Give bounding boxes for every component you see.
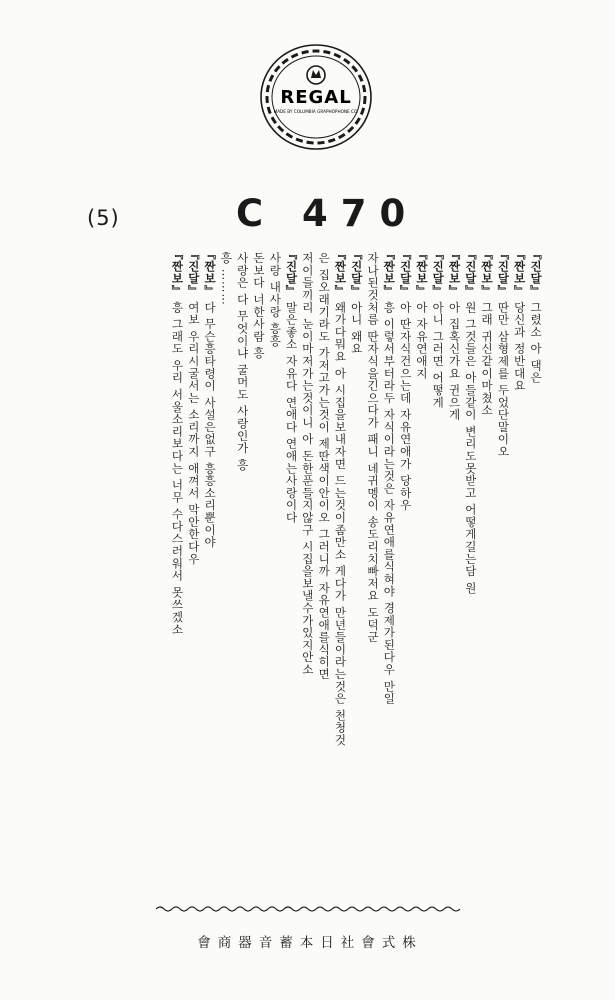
- speaker-label: 『짠보』: [382, 248, 397, 298]
- line-text: 아니 왜요: [349, 301, 364, 355]
- dialogue-line: [365, 248, 381, 840]
- speaker-label: 『짠보』: [512, 248, 527, 298]
- line-text: 다 무슨흥타령이 사설은없구 흥흥소리뿐이야: [203, 301, 218, 549]
- line-text: 저이들끼리 눈이마저가는것이니 아 돈한푼들지않구 시집을보낼수가있지안소: [300, 252, 315, 676]
- line-text: 말은좋소 자유다 연애다 연애는사랑이다: [284, 301, 299, 524]
- brand-fine-print: MADE BY COLUMBIA GRAPHOPHONE CO.: [273, 109, 359, 114]
- dialogue-line: [495, 248, 511, 840]
- regal-crown-icon: [307, 66, 325, 84]
- dialogue-line: [397, 248, 413, 840]
- dialogue-line: [348, 248, 364, 840]
- dialogue-line: [430, 248, 446, 840]
- line-text: 원 그것들은 아들같이 변리도못받고 어떻게길는담 원: [463, 301, 478, 595]
- line-text: 왜가다뭐요 아 시집을보내자면 드는것이좀만소 게다가 만년들이라는것은 천청것: [333, 301, 348, 747]
- speaker-label: 『진달』: [284, 248, 299, 298]
- dialogue-line: [300, 248, 316, 840]
- dialogue-line: [316, 248, 332, 840]
- dialogue-line: [218, 248, 234, 840]
- speaker-label: 『진달』: [529, 248, 543, 298]
- dialogue-text: [86, 248, 544, 840]
- line-text: 자나된것처름 딴자식을긴으다가 패니 네귀멩이 송도리치빠저요 도덕군: [366, 252, 381, 644]
- speaker-label: 『짠보』: [333, 248, 348, 298]
- line-text: 여보 우리시굴서는 소리까지 애껴서 막안한다우: [186, 301, 201, 566]
- line-text: 아 딴자식건으는데 자유연애가 당하우: [398, 301, 413, 512]
- company-name: 會商器音蓄本日社會式株: [197, 935, 423, 951]
- line-text: 아 집혹신가요 귄으게: [447, 301, 462, 421]
- speaker-label: 『짠보』: [480, 248, 495, 298]
- dialogue-line: [528, 248, 544, 840]
- line-text: 그렸소 아 댁은: [529, 301, 543, 384]
- line-text: 당신과 정반대요: [512, 301, 527, 392]
- dialogue-line: [185, 248, 201, 840]
- dialogue-line: [169, 248, 185, 840]
- speaker-label: 『진달』: [496, 248, 511, 298]
- speaker-label: 『짠보』: [203, 248, 218, 298]
- brand-name: REGAL: [280, 87, 352, 108]
- speaker-label: 『진달』: [463, 248, 478, 298]
- record-number: C 470: [236, 192, 419, 235]
- line-text: 은 집오래기라도 가저고가는것이 제딴색이안이오 그러니까 자유연애를식히면: [317, 252, 332, 681]
- speaker-label: 『짠보』: [414, 248, 429, 298]
- dialogue-line: [267, 248, 283, 840]
- speaker-label: 『진달』: [398, 248, 413, 298]
- speaker-label: 『진달』: [349, 248, 364, 298]
- line-text: 딴만 삼형제를 두었단말이오: [496, 301, 511, 458]
- dialogue-line: [414, 248, 430, 840]
- page-number: (5): [87, 206, 120, 230]
- line-text: 아 자유연애지: [414, 301, 429, 380]
- dialogue-line: [283, 248, 299, 840]
- dialogue-line: [234, 248, 250, 840]
- speaker-label: 『진달』: [431, 248, 446, 298]
- line-text: 아니 그러면 어떻게: [431, 301, 446, 409]
- dialogue-line: [202, 248, 218, 840]
- dialogue-line: [381, 248, 397, 840]
- speaker-label: 『짠보』: [170, 248, 185, 298]
- dialogue-line: [511, 248, 527, 840]
- line-text: 돈보다 너한사람 흥: [251, 252, 266, 360]
- speaker-label: 『짠보』: [447, 248, 462, 298]
- line-text: 그래 귀신같이마쳤소: [480, 301, 495, 417]
- line-text: 흥 그래도 우리 서울소리보다는 너무 수다스러워서 못쓰겠소: [170, 301, 185, 636]
- dialogue-line: [251, 248, 267, 840]
- regal-label-logo: [258, 42, 374, 152]
- speaker-label: 『진달』: [186, 248, 201, 298]
- footer-wavy-rule: [156, 904, 462, 914]
- dialogue-line: [463, 248, 479, 840]
- line-text: 흥 이렇서부터라두 자식이라는것은 자유연애를식혀야 경제가된다우 만일: [382, 301, 397, 705]
- line-text: 사랑은 다 무엇이냐 굴머도 사랑인가 흥: [235, 252, 250, 472]
- dialogue-line: [446, 248, 462, 840]
- line-text: 흥 ………: [219, 252, 234, 306]
- dialogue-line: [332, 248, 348, 840]
- dialogue-line: [479, 248, 495, 840]
- line-text: 사랑 내사랑 흥흥: [268, 252, 283, 348]
